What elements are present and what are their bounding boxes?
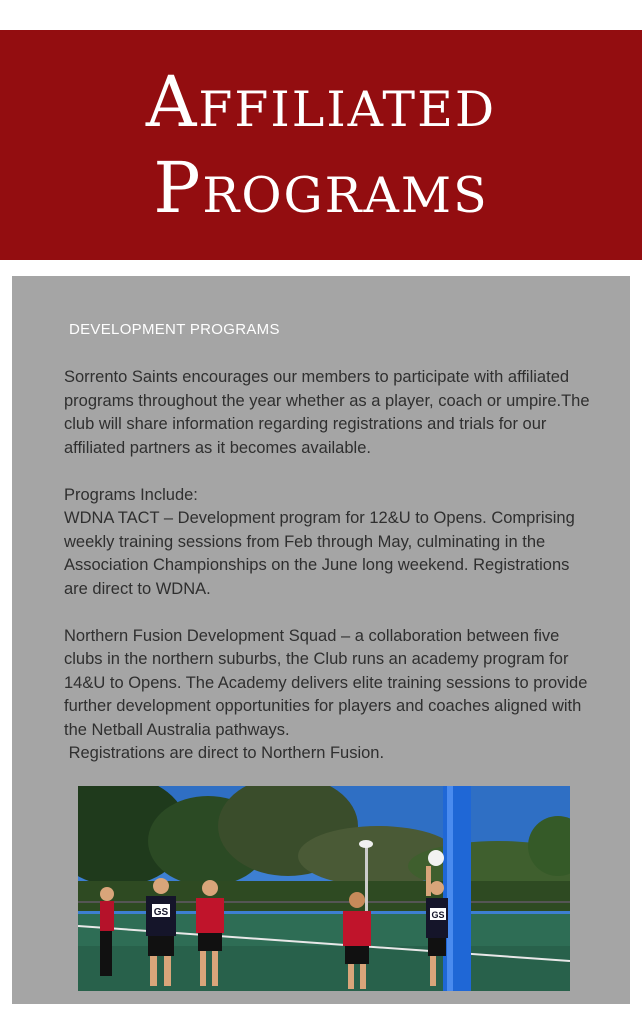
content-panel — [12, 276, 630, 1004]
title-banner — [0, 30, 642, 260]
programs-label: Programs Include: — [64, 485, 198, 504]
fusion-program-paragraph: Northern Fusion Development Squad – a collaboration between five clubs in the northern suburbs, the Club runs an academy program for 14&U to Opens. The Academy delivers elite training sessions to provide further development opportunities for players and coaches aligned with the Netball Australia pathways. — [64, 626, 588, 739]
bib-gs-2: GS — [431, 910, 445, 920]
intro-paragraph: Sorrento Saints encourages our members to participate with affiliated programs throughout the year whether as a player, coach or umpire.The club will share information regarding registrations and trials for our affiliated partners as it becomes available. — [64, 368, 590, 457]
title-line-2: Programs — [153, 147, 489, 229]
body-text — [64, 366, 594, 766]
section-heading: DEVELOPMENT PROGRAMS — [69, 321, 280, 338]
netball-photo — [78, 786, 570, 991]
fusion-registration-note: Registrations are direct to Northern Fusion. — [68, 744, 385, 762]
bib-gs-1: GS — [153, 907, 169, 918]
wdna-program-paragraph: WDNA TACT – Development program for 12&U to Opens. Comprising weekly training sessions from Feb through May, culminating in the Association Championships on the June long weekend. Registrations are direct to WDNA. — [64, 509, 575, 598]
title-line-1: Affiliated — [145, 61, 497, 143]
